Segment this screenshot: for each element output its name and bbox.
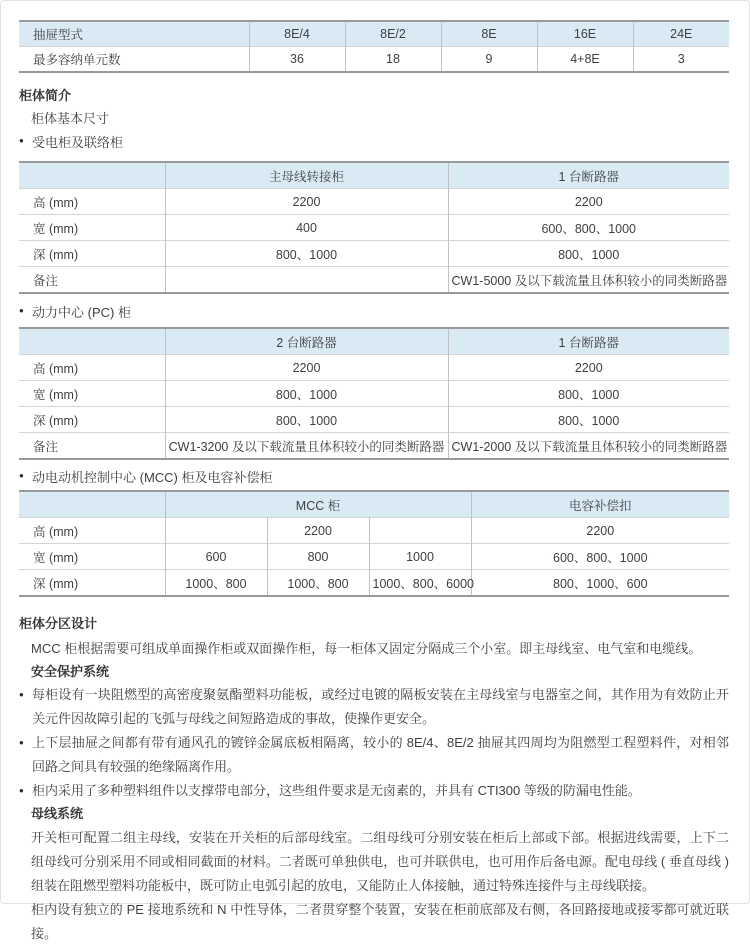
bullet-pc-label: 动力中心 (PC) 柜 [32, 304, 131, 320]
cell-value: 800、1000 [448, 407, 729, 433]
safety-bullet-3 [19, 779, 729, 803]
cell-value [369, 518, 471, 544]
cell-value: 1000、800 [267, 570, 369, 597]
table-row [19, 407, 729, 433]
row-label: 高 (mm) [19, 518, 165, 544]
row-label: 宽 (mm) [19, 381, 165, 407]
table-row [19, 267, 729, 294]
safety-bullet-text: 柜内采用了多种塑料组件以支撑带电部分，这些组件要求是无卤素的，并具有 CTI300 等级的防漏电性能。 [32, 783, 641, 798]
cell-value: 400 [165, 215, 448, 241]
pc-col-header: 2 台断路器 [165, 328, 448, 355]
bullet-mcc-cabinet [19, 467, 729, 485]
cell-value: 1000 [369, 544, 471, 570]
cell-value: 2200 [448, 189, 729, 215]
row-label: 备注 [19, 267, 165, 294]
mcc-col-header: MCC 柜 [165, 491, 471, 518]
table-row [19, 328, 729, 355]
busbar-paragraph-1: 开关柜可配置二组主母线，安装在开关柜的后部母线室。二组母线可分别安装在柜后上部或下部。根据进线需要，上下二组母线可分别采用不同或相同截面的材料。二者既可单独供电，也可并联供电，也可用作后备电源。配电母线 ( 垂直母线 ) 组装在阻燃型塑料功能板中，既可防止电弧引起的放电，又能防止人体接触，通过特殊连接件与主母线联接。 [31, 830, 729, 893]
drawer-col-header: 8E [441, 21, 537, 47]
incoming-col-header: 1 台断路器 [448, 162, 729, 189]
cap-col-header: 电容补偿扣 [471, 491, 729, 518]
drawer-col-header: 24E [633, 21, 729, 47]
drawer-type-table [19, 20, 729, 73]
bullet-pc-cabinet [19, 302, 729, 320]
bullet-icon: ● [19, 738, 24, 747]
cell-value [165, 267, 448, 294]
bullet-icon: ● [19, 471, 24, 480]
table-row [19, 491, 729, 518]
table-row [19, 570, 729, 597]
row-label: 高 (mm) [19, 189, 165, 215]
table-row [19, 47, 729, 73]
table-row [19, 433, 729, 460]
section-title-cabinet-intro: 柜体简介 [19, 88, 72, 103]
cell-value: 2200 [165, 355, 448, 381]
drawer-type-label: 抽屉型式 [19, 21, 249, 47]
drawer-col-header: 8E/4 [249, 21, 345, 47]
table-row [19, 544, 729, 570]
incoming-col-header: 主母线转接柜 [165, 162, 448, 189]
table-row [19, 241, 729, 267]
drawer-count-value: 18 [345, 47, 441, 73]
safety-bullet-text: 每柜设有一块阻燃型的高密度聚氨酯塑料功能板，或经过电镀的隔板安装在主母线室与电器室之间，其作用为有效防止开关元件因故障引起的飞弧与母线之间短路造成的事故，使操作更安全。 [32, 687, 729, 726]
cell-value: 800、1000 [165, 407, 448, 433]
drawer-count-value: 36 [249, 47, 345, 73]
safety-bullet-2 [19, 731, 729, 779]
bullet-icon: ● [19, 136, 24, 145]
section-title-partition-design: 柜体分区设计 [19, 616, 98, 631]
bullet-icon: ● [19, 306, 24, 315]
safety-bullet-text: 上下层抽屉之间都有带有通风孔的镀锌金属底板相隔离，较小的 8E/4、8E/2 抽屉其四周均为阻燃型工程塑料件，对相邻回路之间具有较强的绝缘隔离作用。 [32, 735, 729, 774]
bullet-icon: ● [19, 786, 24, 795]
drawer-col-header: 16E [537, 21, 633, 47]
bullet-icon: ● [19, 690, 24, 699]
row-label: 高 (mm) [19, 355, 165, 381]
cell-value: 600 [165, 544, 267, 570]
section-title-busbar: 母线系统 [31, 806, 84, 821]
drawer-count-value: 9 [441, 47, 537, 73]
cell-value: 800、1000 [448, 381, 729, 407]
safety-bullet-1 [19, 683, 729, 731]
drawer-col-header: 8E/2 [345, 21, 441, 47]
cell-value: 600、800、1000 [471, 544, 729, 570]
table-row [19, 162, 729, 189]
table-row [19, 518, 729, 544]
cell-value: 1000、800 [165, 570, 267, 597]
row-label: 宽 (mm) [19, 544, 165, 570]
partition-body-text: MCC 柜根据需要可组成单面操作柜或双面操作柜，每一柜体又固定分隔成三个小室。即主母线室、电气室和电缆线。 [31, 641, 702, 656]
row-label: 深 (mm) [19, 570, 165, 597]
cell-value: 800、1000 [448, 241, 729, 267]
row-label: 宽 (mm) [19, 215, 165, 241]
bullet-incoming-label: 受电柜及联络柜 [32, 134, 124, 150]
table-row [19, 189, 729, 215]
cell-value: 1000、800、6000 [369, 570, 471, 597]
cell-value: 2200 [448, 355, 729, 381]
row-label: 深 (mm) [19, 241, 165, 267]
empty-header-cell [19, 162, 165, 189]
cell-value: 2200 [165, 189, 448, 215]
mcc-cabinet-table [19, 490, 729, 597]
cell-value: 800、1000 [165, 241, 448, 267]
drawer-count-value: 4+8E [537, 47, 633, 73]
busbar-paragraph-2: 柜内设有独立的 PE 接地系统和 N 中性导体，二者贯穿整个装置，安装在柜前底部及右侧，各回路接地或接零都可就近联接。 [31, 902, 729, 941]
incoming-cabinet-table [19, 161, 729, 294]
drawer-count-value: 3 [633, 47, 729, 73]
pc-col-header: 1 台断路器 [448, 328, 729, 355]
pc-cabinet-table [19, 327, 729, 460]
cell-value: 800、1000、600 [471, 570, 729, 597]
cell-value: 2200 [267, 518, 369, 544]
cell-value: 800、1000 [165, 381, 448, 407]
row-label: 深 (mm) [19, 407, 165, 433]
cell-value [165, 518, 267, 544]
row-label: 备注 [19, 433, 165, 460]
table-row [19, 21, 729, 47]
empty-header-cell [19, 328, 165, 355]
cell-remark: CW1-3200 及以下载流量且体积较小的同类断路器 [165, 433, 448, 460]
page-content [1, 20, 749, 946]
empty-header-cell [19, 491, 165, 518]
subsection-basic-dimensions: 柜体基本尺寸 [31, 111, 110, 126]
cell-value: 800 [267, 544, 369, 570]
section-title-safety: 安全保护系统 [31, 664, 110, 679]
table-row [19, 355, 729, 381]
bullet-mcc-label: 动电动机控制中心 (MCC) 柜及电容补偿柜 [32, 469, 273, 485]
cell-value: 2200 [471, 518, 729, 544]
table-row [19, 215, 729, 241]
cell-remark: CW1-2000 及以下载流量且体积较小的同类断路器 [448, 433, 729, 460]
drawer-count-label: 最多容纳单元数 [19, 47, 249, 73]
bullet-incoming-cabinet [19, 132, 729, 150]
cell-value: 600、800、1000 [448, 215, 729, 241]
cell-remark: CW1-5000 及以下载流量且体积较小的同类断路器 [448, 267, 729, 294]
table-row [19, 381, 729, 407]
